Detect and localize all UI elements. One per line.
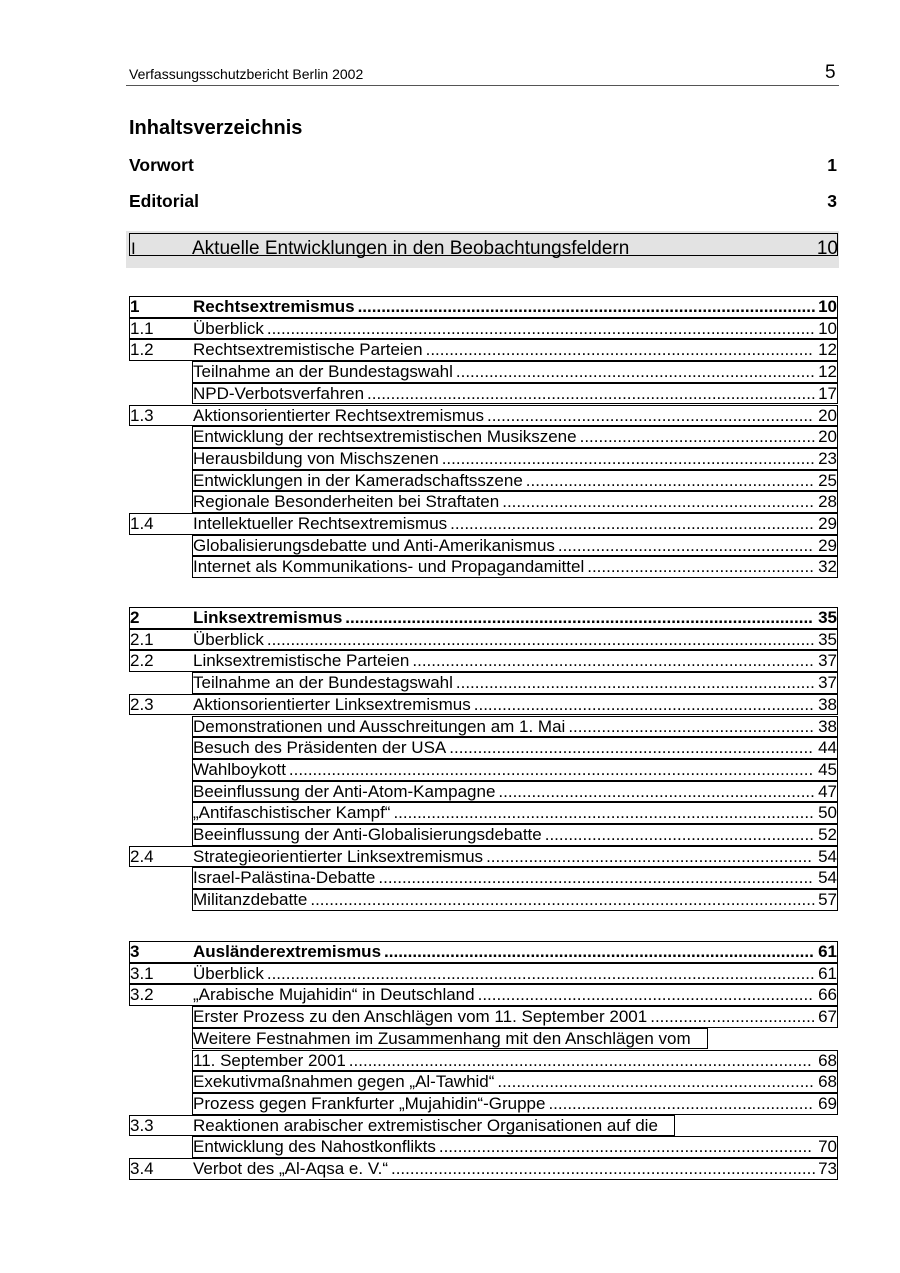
toc-subsection-number: 2.2 — [130, 651, 154, 671]
toc-section-number: 3 — [130, 942, 140, 961]
toc-topic[interactable] — [192, 737, 838, 759]
toc-entry-page: 1 — [827, 155, 837, 175]
toc-entry-page: 3 — [827, 191, 837, 211]
dot-leader: ............................................................................................................... — [288, 759, 814, 779]
running-header: Verfassungsschutzbericht Berlin 2002 — [129, 66, 364, 82]
dot-leader: ......................................................... — [544, 825, 814, 844]
toc-entry-page: 38 — [818, 694, 837, 714]
dot-leader: ............................................................. — [525, 470, 814, 490]
toc-entry-title: Beeinflussung der Anti-Globalisierungsdebatte — [193, 825, 542, 844]
toc-entry-title: Demonstrationen und Ausschreitungen am 1. Mai — [193, 716, 566, 736]
toc-subsection-number: 3.3 — [130, 1115, 154, 1135]
dot-leader: ............................................................................... — [441, 448, 815, 468]
toc-topic[interactable] — [192, 1028, 708, 1050]
toc-entry-page: 37 — [818, 651, 837, 671]
toc-entry-page: 69 — [818, 1093, 837, 1113]
dot-leader: .................................................................................................................... — [266, 963, 815, 983]
toc-section-title: Linksextremismus — [193, 608, 343, 627]
dot-leader: ............................................................................................ — [378, 868, 813, 888]
dot-leader: ........................................................................................... — [384, 942, 814, 961]
toc-subsection[interactable] — [129, 1115, 675, 1137]
toc-topic[interactable] — [192, 672, 838, 694]
toc-entry-title: Regionale Besonderheiten bei Straftaten — [193, 492, 500, 512]
dot-leader: ................................................................... — [498, 781, 815, 801]
toc-entry-title: Strategieorientierter Linksextremismus — [193, 846, 484, 866]
toc-entry-title: Exekutivmaßnahmen gegen „Al-Tawhid“ — [193, 1072, 495, 1092]
toc-entry-page: 47 — [818, 781, 837, 801]
toc-subsection-number: 3.2 — [130, 985, 154, 1005]
toc-subsection[interactable] — [129, 513, 838, 535]
toc-entry-page: 68 — [818, 1050, 837, 1070]
dot-leader: ..................................................................................... — [412, 651, 814, 671]
toc-entry-page: 17 — [818, 383, 837, 403]
dot-leader: .................................................................. — [502, 492, 814, 512]
toc-entry-page: 38 — [818, 716, 837, 736]
dot-leader: .................................................................................................................... — [266, 318, 815, 338]
toc-section-title: Ausländerextremismus — [193, 942, 382, 961]
toc-subsection-number: 3.4 — [130, 1159, 154, 1178]
toc-subsection-number: 2.3 — [130, 694, 154, 714]
toc-topic[interactable] — [192, 716, 838, 738]
toc-topic[interactable] — [192, 470, 838, 492]
toc-topic[interactable] — [192, 889, 838, 911]
toc-entry-title: Überblick — [193, 963, 264, 983]
dot-leader: .................................................. — [579, 427, 816, 447]
toc-entry-page: 68 — [818, 1072, 837, 1092]
toc-subsection[interactable] — [129, 405, 838, 427]
toc-entry-page: 57 — [818, 890, 837, 910]
dot-leader: .................................................................................. — [425, 340, 813, 360]
toc-entry-title: Linksextremistische Parteien — [193, 651, 410, 671]
dot-leader: ..................................................................... — [486, 405, 813, 425]
toc-subsection-number: 1.1 — [130, 318, 154, 338]
dot-leader: ........................................................................................................... — [310, 890, 816, 910]
toc-section-page: 61 — [818, 942, 837, 961]
toc-topic[interactable] — [192, 361, 838, 383]
toc-entry-title: Entwicklung der rechtsextremistischen Musikszene — [193, 427, 577, 447]
toc-entry-title: Vorwort — [129, 155, 194, 175]
toc-entry-title: Globalisierungsdebatte und Anti-Amerikanismus — [193, 535, 555, 555]
toc-entry-title: Prozess gegen Frankfurter „Mujahidin“-Gruppe — [193, 1093, 546, 1113]
toc-entry-title: Teilnahme an der Bundestagswahl — [193, 673, 453, 693]
toc-entry-title: Entwicklungen in der Kameradschaftsszene — [193, 470, 523, 490]
toc-entry-page: 45 — [818, 759, 837, 779]
dot-leader: .................................................... — [568, 716, 814, 736]
dot-leader: ................................................................... — [497, 1072, 814, 1092]
toc-subsection-number: 2.1 — [130, 629, 154, 649]
toc-entry-page: 67 — [818, 1007, 837, 1027]
toc-entry-vorwort[interactable] — [129, 154, 838, 176]
dot-leader: ............................................................................. — [450, 514, 814, 533]
toc-section-number: 1 — [130, 297, 140, 316]
dot-leader: ............................................................................ — [455, 673, 815, 693]
toc-entry-page: 70 — [818, 1137, 837, 1157]
page-number: 5 — [825, 62, 836, 83]
part-title[interactable]: Aktuelle Entwicklungen in den Beobachtungsfeldern — [192, 238, 630, 259]
toc-topic[interactable] — [192, 867, 838, 889]
toc-entry-page: 29 — [818, 514, 837, 533]
dot-leader: ............................................................................. — [449, 738, 813, 758]
part-page: 10 — [816, 238, 838, 259]
toc-entry-title: Überblick — [193, 629, 264, 649]
part-number: I — [131, 239, 136, 258]
dot-leader: ................................................................................................. — [357, 297, 816, 316]
dot-leader: ................................................................................................... — [345, 608, 813, 627]
toc-section-page: 10 — [818, 297, 837, 316]
toc-entry-page: 66 — [818, 985, 837, 1005]
toc-entry-title: Rechtsextremistische Parteien — [193, 340, 423, 360]
toc-entry-page: 32 — [818, 557, 837, 577]
toc-section-heading[interactable] — [129, 296, 838, 318]
toc-subsection-number: 3.1 — [130, 963, 154, 983]
toc-entry-page: 50 — [818, 803, 837, 823]
toc-entry-page: 28 — [818, 492, 837, 512]
toc-entry-title: Verbot des „Al-Aqsa e. V.“ — [193, 1159, 388, 1178]
toc-entry-title: Intellektueller Rechtsextremismus — [193, 514, 448, 533]
toc-entry-title: Beeinflussung der Anti-Atom-Kampagne — [193, 781, 496, 801]
toc-entry-page: 25 — [818, 470, 837, 490]
toc-subsection[interactable] — [129, 984, 838, 1006]
toc-title: Inhaltsverzeichnis — [129, 117, 303, 139]
toc-section-heading[interactable] — [129, 941, 838, 963]
toc-section-number: 2 — [130, 608, 140, 627]
toc-entry-title: Israel-Palästina-Debatte — [193, 868, 376, 888]
toc-entry-page: 29 — [818, 535, 837, 555]
toc-entry-page: 12 — [818, 340, 837, 360]
toc-entry-title: „Arabische Mujahidin“ in Deutschland — [193, 985, 475, 1005]
toc-entry-title: Aktionsorientierter Rechtsextremismus — [193, 405, 484, 425]
toc-entry-title: Herausbildung von Mischszenen — [193, 448, 439, 468]
toc-section-heading[interactable] — [129, 607, 838, 629]
toc-section-title: Rechtsextremismus — [193, 297, 355, 316]
dot-leader: .................................................................................................................... — [266, 629, 815, 649]
toc-entry-page: 52 — [818, 825, 837, 844]
toc-topic[interactable] — [192, 1071, 838, 1093]
toc-entry-page: 37 — [818, 673, 837, 693]
toc-entry-title: 11. September 2001 — [193, 1050, 346, 1070]
toc-entry-page: 54 — [818, 868, 837, 888]
toc-subsection[interactable] — [129, 694, 838, 716]
dot-leader: ............................................................................................... — [367, 383, 816, 403]
dot-leader: ................................... — [650, 1007, 816, 1027]
toc-topic[interactable] — [192, 1093, 838, 1115]
toc-subsection-number: 1.3 — [130, 405, 154, 425]
toc-entry-title: Entwicklung des Nahostkonflikts — [193, 1137, 436, 1157]
dot-leader: ...................................................... — [557, 535, 813, 555]
toc-topic[interactable] — [192, 1136, 838, 1158]
toc-entry-title: Reaktionen arabischer extremistischer Organisationen auf die — [193, 1115, 658, 1135]
toc-entry-page: 44 — [818, 738, 837, 758]
toc-topic[interactable] — [192, 383, 838, 405]
toc-entry-title: Internet als Kommunikations- und Propagandamittel — [193, 557, 585, 577]
toc-entry-page: 73 — [818, 1159, 837, 1178]
toc-entry-title: Aktionsorientierter Linksextremismus — [193, 694, 471, 714]
toc-entry-page: 20 — [818, 405, 837, 425]
toc-entry-title: Militanzdebatte — [193, 890, 308, 910]
toc-topic[interactable] — [192, 824, 838, 846]
toc-entry-title: Überblick — [193, 318, 264, 338]
toc-subsection-number: 1.4 — [130, 514, 154, 533]
toc-topic[interactable] — [192, 535, 838, 557]
toc-subsection-number: 2.4 — [130, 846, 154, 866]
toc-subsection[interactable] — [129, 629, 838, 651]
dot-leader: ............................................................................ — [455, 362, 815, 382]
toc-topic[interactable] — [192, 802, 838, 824]
toc-entry-title: Besuch des Präsidenten der USA — [193, 738, 447, 758]
dot-leader: ......................................................................................... — [393, 803, 814, 823]
header-rule — [126, 85, 839, 86]
toc-entry-editorial[interactable] — [129, 190, 838, 212]
toc-subsection[interactable] — [129, 1158, 838, 1180]
toc-entry-title: „Antifaschistischer Kampf“ — [193, 803, 391, 823]
dot-leader: ........................................................ — [548, 1093, 813, 1113]
toc-topic[interactable] — [192, 448, 838, 470]
dot-leader: ........................................................................ — [473, 694, 814, 714]
toc-entry-title: Teilnahme an der Bundestagswahl — [193, 362, 453, 382]
toc-subsection-number: 1.2 — [130, 340, 154, 360]
toc-subsection[interactable] — [129, 650, 838, 672]
toc-section-page: 35 — [818, 608, 837, 627]
dot-leader: ....................................................................... — [477, 985, 813, 1005]
toc-entry-page: 12 — [818, 362, 837, 382]
toc-topic[interactable] — [192, 426, 838, 448]
toc-entry-title: Weitere Festnahmen im Zusammenhang mit den Anschlägen vom — [193, 1028, 691, 1048]
toc-entry-page: 35 — [818, 629, 837, 649]
dot-leader: ................................................ — [587, 557, 814, 577]
toc-entry-title: Erster Prozess zu den Anschlägen vom 11. September 2001 — [193, 1007, 648, 1027]
toc-topic[interactable] — [192, 1050, 838, 1072]
toc-subsection[interactable] — [129, 846, 838, 868]
toc-subsection[interactable] — [129, 339, 838, 361]
toc-topic[interactable] — [192, 781, 838, 803]
dot-leader: ..................................................................... — [486, 846, 812, 866]
toc-entry-title: Editorial — [129, 191, 200, 211]
toc-entry-title: Wahlboykott — [193, 759, 286, 779]
toc-entry-page: 10 — [818, 318, 837, 338]
dot-leader: .......................................................................................... — [390, 1159, 817, 1178]
toc-entry-page: 20 — [818, 427, 837, 447]
dot-leader: .................................................................................................. — [348, 1050, 812, 1070]
toc-topic[interactable] — [192, 491, 838, 513]
toc-topic[interactable] — [192, 1006, 838, 1028]
toc-entry-page: 61 — [818, 963, 837, 983]
toc-topic[interactable] — [192, 759, 838, 781]
dot-leader: ............................................................................... — [438, 1137, 812, 1157]
toc-topic[interactable] — [192, 556, 838, 578]
toc-entry-page: 54 — [818, 846, 837, 866]
toc-subsection[interactable] — [129, 318, 838, 340]
toc-subsection[interactable] — [129, 963, 838, 985]
toc-entry-title: NPD-Verbotsverfahren — [193, 383, 365, 403]
toc-entry-page: 23 — [818, 448, 837, 468]
